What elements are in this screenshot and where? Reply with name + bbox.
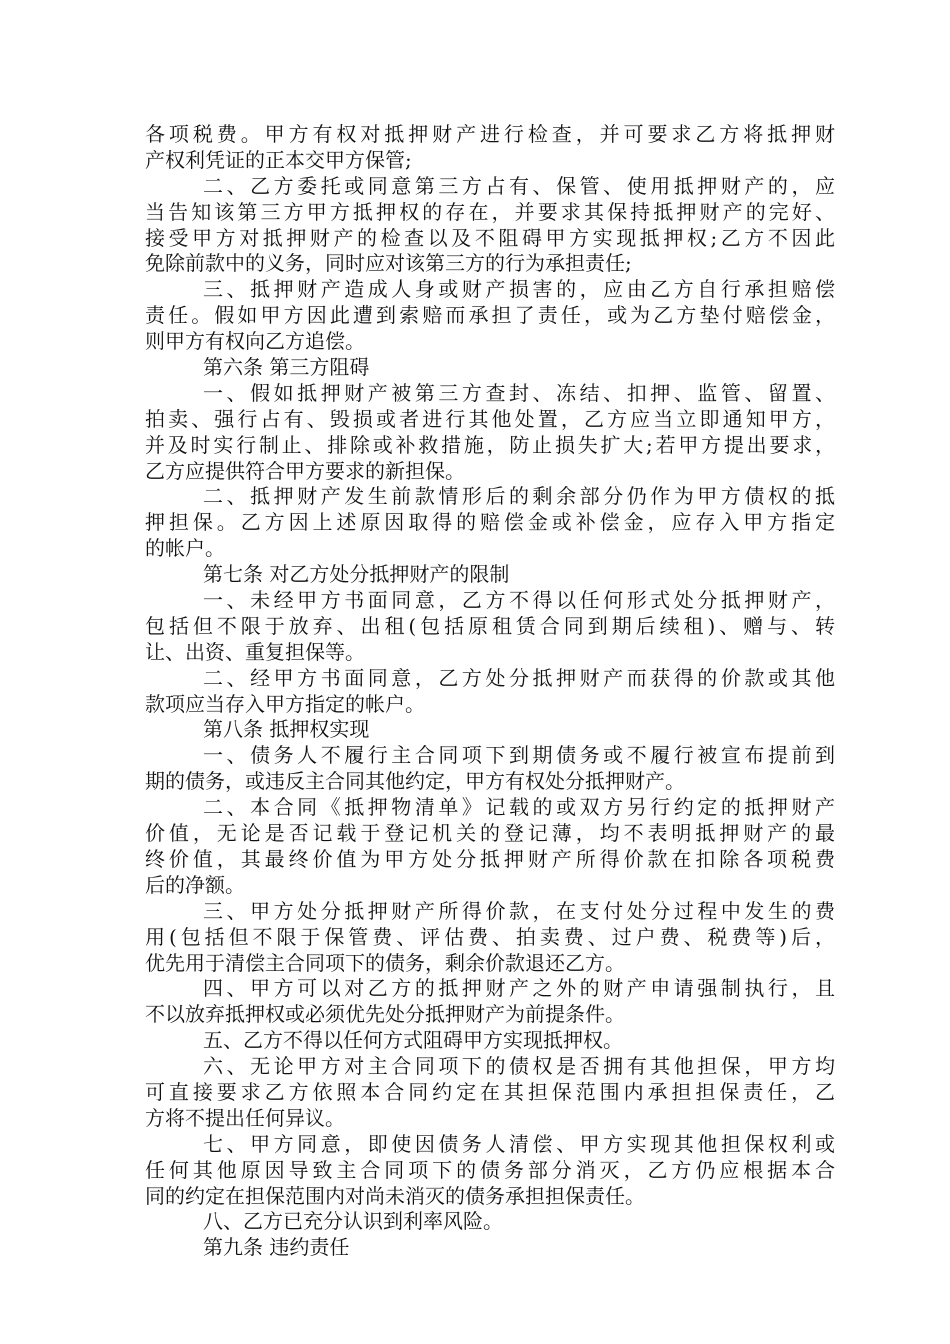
paragraph-line: 用(包括但不限于保管费、评估费、拍卖费、过户费、税费等)后， [145, 924, 835, 949]
paragraph-line: 款项应当存入甲方指定的帐户。 [145, 691, 425, 716]
paragraph-line: 方将不提出任何异议。 [145, 1105, 345, 1130]
paragraph-line: 期的债务，或违反主合同其他约定，甲方有权处分抵押财产。 [145, 769, 685, 794]
paragraph-line: 则甲方有权向乙方追偿。 [145, 329, 365, 354]
paragraph-line: 免除前款中的义务，同时应对该第三方的行为承担责任; [145, 251, 632, 276]
article-heading: 第七条 对乙方处分抵押财产的限制 [203, 562, 510, 587]
paragraph-line: 三、抵押财产造成人身或财产损害的，应由乙方自行承担赔偿 [203, 277, 835, 302]
paragraph-line: 接受甲方对抵押财产的检查以及不阻碍甲方实现抵押权;乙方不因此 [145, 225, 835, 250]
paragraph-line: 二、本合同《抵押物清单》记载的或双方另行约定的抵押财产 [203, 795, 835, 820]
paragraph-line: 七、甲方同意，即使因债务人清偿、甲方实现其他担保权利或 [203, 1131, 835, 1156]
paragraph-line: 任何其他原因导致主合同项下的债务部分消灭，乙方仍应根据本合 [145, 1157, 835, 1182]
paragraph-line: 不以放弃抵押权或必须优先处分抵押财产为前提条件。 [145, 1002, 625, 1027]
paragraph-line: 包括但不限于放弃、出租(包括原租赁合同到期后续租)、赠与、转 [145, 613, 835, 638]
paragraph-line: 价值，无论是否记载于登记机关的登记薄，均不表明抵押财产的最 [145, 821, 835, 846]
paragraph-line: 优先用于清偿主合同项下的债务，剩余价款退还乙方。 [145, 950, 625, 975]
contract-text-body [145, 122, 835, 1261]
paragraph-line: 五、乙方不得以任何方式阻碍甲方实现抵押权。 [203, 1028, 623, 1053]
paragraph-line: 八、乙方已充分认识到利率风险。 [203, 1209, 503, 1234]
paragraph-line: 二、抵押财产发生前款情形后的剩余部分仍作为甲方债权的抵 [203, 484, 835, 509]
article-heading: 第九条 违约责任 [203, 1235, 350, 1260]
paragraph-line: 并及时实行制止、排除或补救措施，防止损失扩大;若甲方提出要求， [145, 432, 835, 457]
paragraph-line: 产权利凭证的正本交甲方保管; [145, 147, 412, 172]
paragraph-line: 同的约定在担保范围内对尚未消灭的债务承担担保责任。 [145, 1183, 645, 1208]
paragraph-line: 各项税费。甲方有权对抵押财产进行检查，并可要求乙方将抵押财 [145, 122, 835, 146]
article-heading: 第六条 第三方阻碍 [203, 355, 370, 380]
paragraph-line: 一、债务人不履行主合同项下到期债务或不履行被宣布提前到 [203, 743, 835, 768]
paragraph-line: 可直接要求乙方依照本合同约定在其担保范围内承担担保责任，乙 [145, 1079, 835, 1104]
paragraph-line: 责任。假如甲方因此遭到索赔而承担了责任，或为乙方垫付赔偿金， [145, 303, 835, 328]
paragraph-line: 四、甲方可以对乙方的抵押财产之外的财产申请强制执行，且 [203, 976, 835, 1001]
paragraph-line: 让、出资、重复担保等。 [145, 639, 365, 664]
paragraph-line: 当告知该第三方甲方抵押权的存在，并要求其保持抵押财产的完好、 [145, 199, 835, 224]
paragraph-line: 一、未经甲方书面同意，乙方不得以任何形式处分抵押财产， [203, 588, 835, 613]
paragraph-line: 一、假如抵押财产被第三方查封、冻结、扣押、监管、留置、 [203, 380, 835, 405]
paragraph-line: 二、乙方委托或同意第三方占有、保管、使用抵押财产的，应 [203, 173, 835, 198]
paragraph-line: 的帐户。 [145, 536, 225, 561]
paragraph-line: 押担保。乙方因上述原因取得的赔偿金或补偿金，应存入甲方指定 [145, 510, 835, 535]
paragraph-line: 终价值，其最终价值为甲方处分抵押财产所得价款在扣除各项税费 [145, 846, 835, 871]
article-heading: 第八条 抵押权实现 [203, 717, 370, 742]
paragraph-line: 二、经甲方书面同意，乙方处分抵押财产而获得的价款或其他 [203, 665, 835, 690]
paragraph-line: 拍卖、强行占有、毁损或者进行其他处置，乙方应当立即通知甲方， [145, 406, 835, 431]
paragraph-line: 后的净额。 [145, 872, 245, 897]
paragraph-line: 乙方应提供符合甲方要求的新担保。 [145, 458, 465, 483]
paragraph-line: 六、无论甲方对主合同项下的债权是否拥有其他担保，甲方均 [203, 1054, 835, 1079]
paragraph-line: 三、甲方处分抵押财产所得价款，在支付处分过程中发生的费 [203, 898, 835, 923]
